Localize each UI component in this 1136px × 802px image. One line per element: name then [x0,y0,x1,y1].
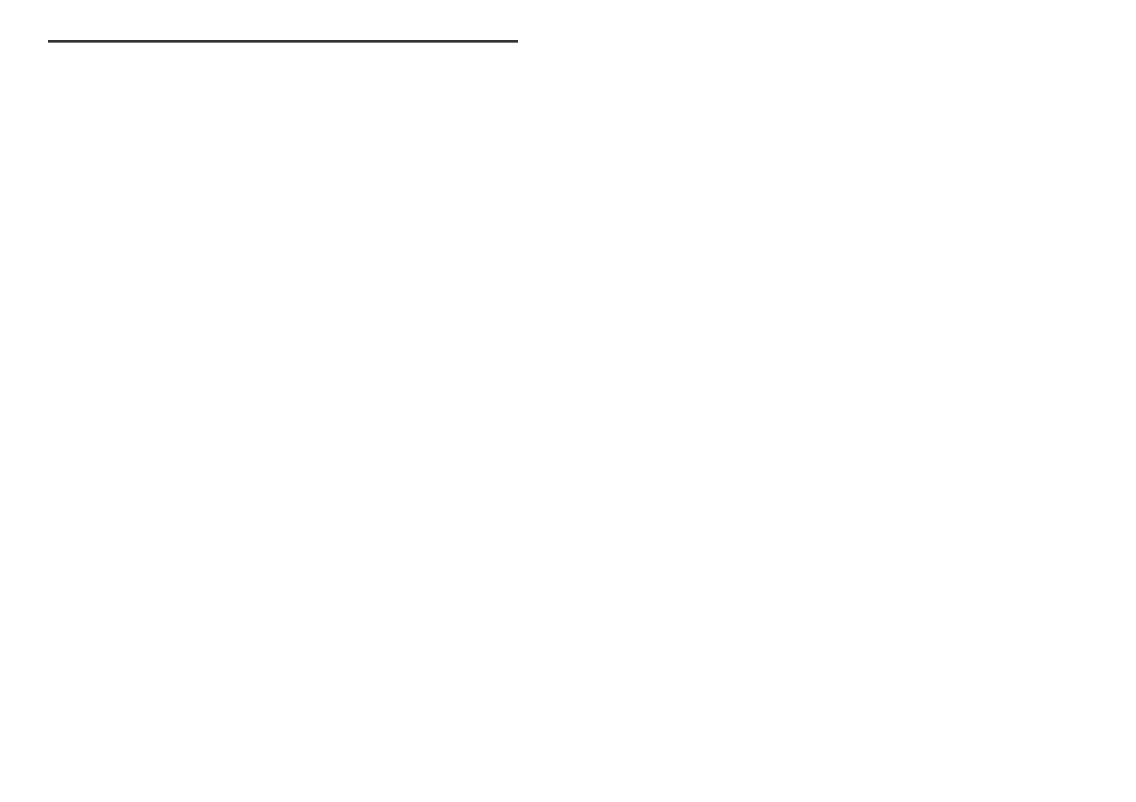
gazette-page-3 [0,0,566,800]
subsection-paragraph [48,527,86,548]
list-item [83,294,117,315]
list-item [83,342,117,363]
list-item [48,366,86,387]
section-3-heading [48,223,86,244]
list-item [83,318,117,339]
section-4-heading [48,458,86,479]
priority-sector-4-heading [48,89,86,110]
subsection-paragraph [48,643,86,664]
list-item [48,270,86,291]
running-header [48,25,518,39]
subsection-paragraph [86,391,118,412]
header-rule [48,40,518,43]
subsection-paragraph [48,574,86,595]
